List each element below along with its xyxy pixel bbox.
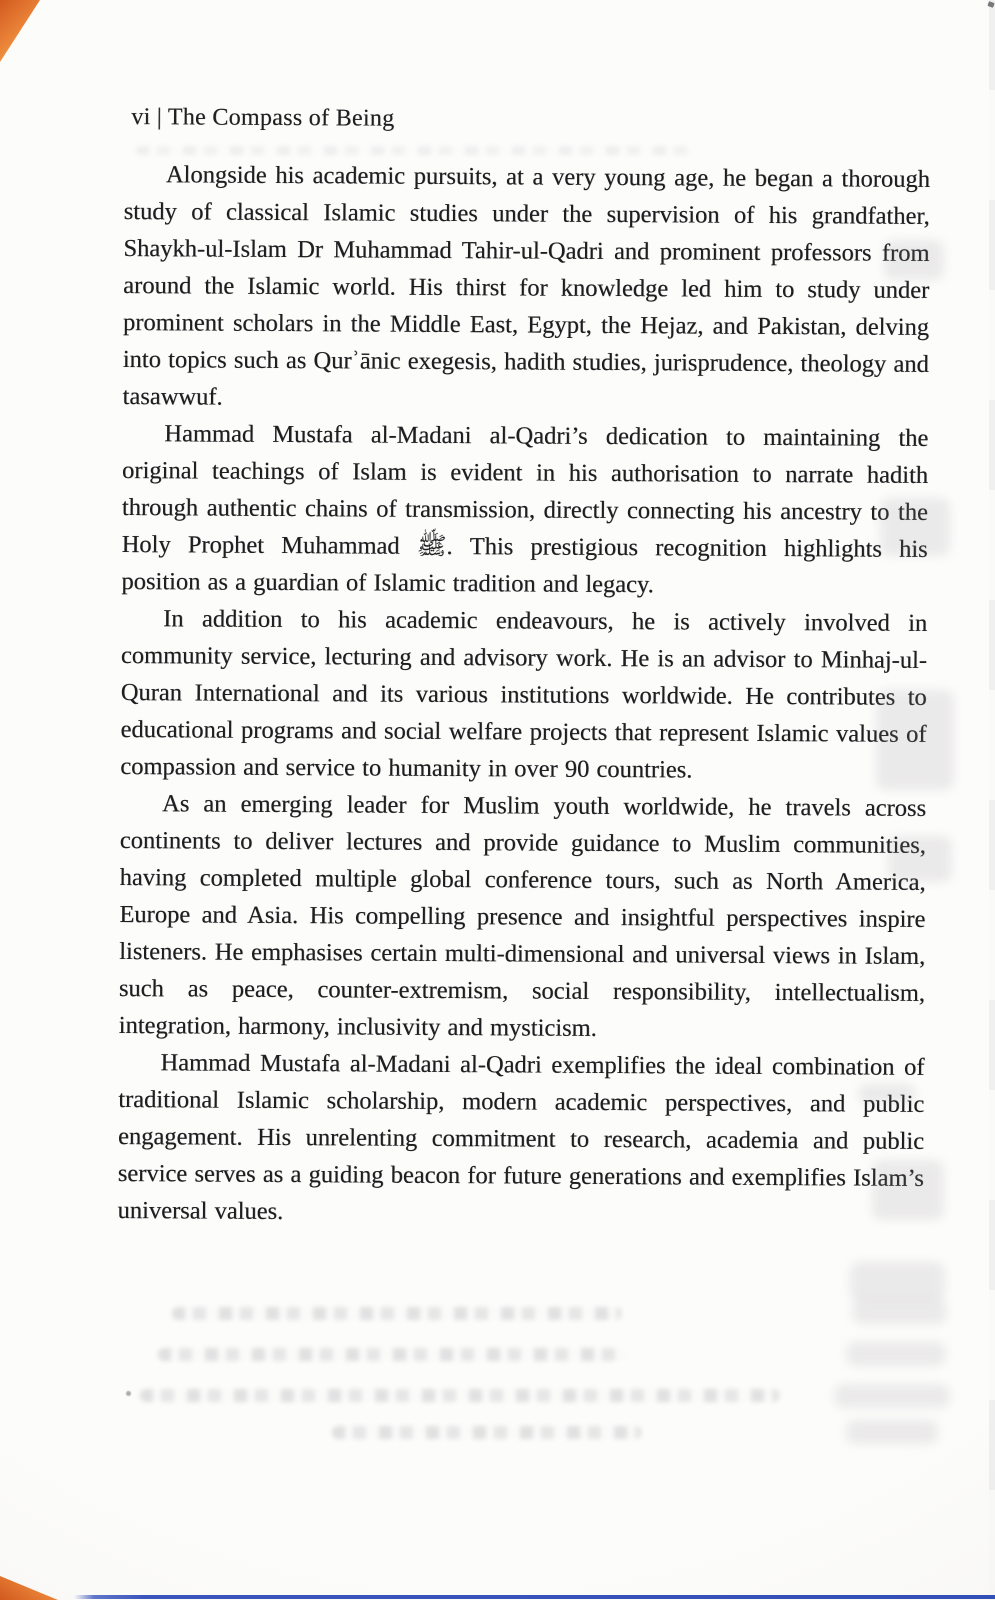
running-header-text: vi | The Compass of Being — [131, 104, 395, 132]
paragraph-2: Hammad Mustafa al-Madani al-Qadri’s dedication to maintaining the original teachings of Islam is evident in his authorisation to narrate hadith through authentic chains of transmission, directly connecting his ancestry to the Holy Prophet Muhammad ﷺ. This prestigious recognition highlights his position as a guardian of Islamic tradition and legacy. — [121, 420, 929, 599]
paragraph-1: Alongside his academic pursuits, at a very young age, he began a thorough study of classical Islamic studies under the supervision of his grandfather, Shaykh-ul-Islam Dr Muhammad Tahir-ul-Qadri and prominent professors from around the Islamic world. His thirst for knowledge led him to study under prominent scholars in the Middle East, Egypt, the Hejaz, and Pakistan, delving into topics such as Qurʾānic exegesis, hadith studies, jurisprudence, theology and tasawwuf. — [122, 161, 930, 411]
running-header — [131, 104, 394, 133]
page-edge-shading-right — [989, 0, 995, 1600]
scan-edge-line-bottom — [74, 1595, 995, 1599]
paragraph-3: In addition to his academic endeavours, he is actively involved in community service, lecturing and advisory work. He is an advisor to Minhaj-ul-Quran International and its various institutions worldwide. He contributes to educational programs and social welfare projects that represent Islamic values of compassion and service to humanity in over 90 countries. — [120, 605, 928, 784]
paragraph-4: As an emerging leader for Muslim youth worldwide, he travels across continents to deliver lectures and provide guidance to Muslim communities, having completed multiple global conference tours, such as North America, Europe and Asia. His compelling presence and insightful perspectives inspire listeners. He emphasises certain multi-dimensional and universal views in Islam, such as peace, counter-extremism, social responsibility, intellectualism, integration, harmony, inclusivity and mysticism. — [118, 790, 927, 1042]
body-text — [117, 156, 930, 1234]
paragraph-5: Hammad Mustafa al-Madani al-Qadri exemplifies the ideal combination of traditional Islamic scholarship, modern academic perspectives, and public engagement. His unrelenting commitment to research, academia and public service serves as a guiding beacon for future generations and exemplifies Islam’s universal values. — [117, 1049, 925, 1226]
